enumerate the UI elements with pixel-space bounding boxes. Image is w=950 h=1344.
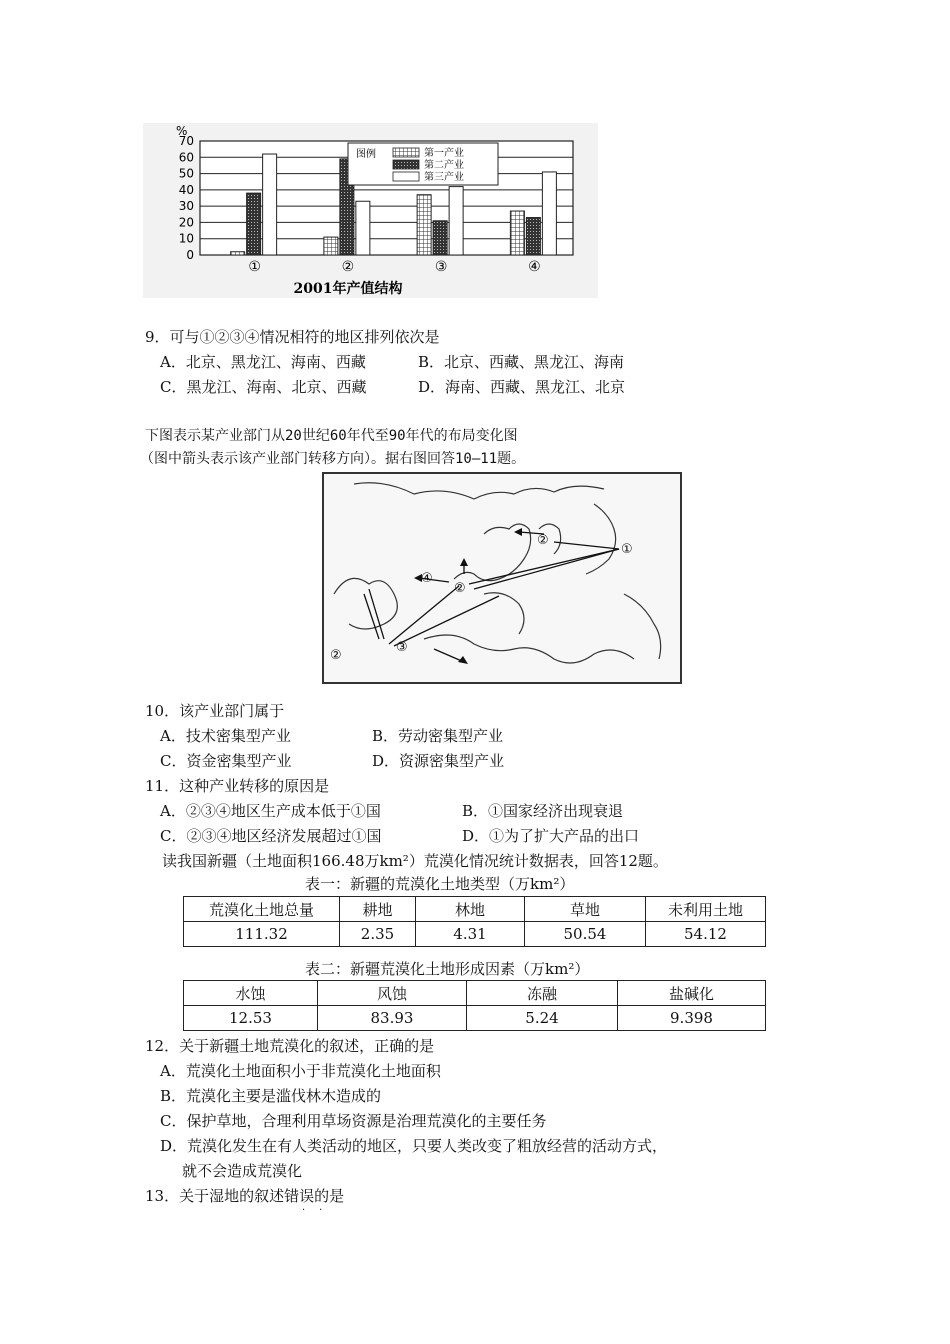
y-tick-label: 40 <box>178 182 194 197</box>
table2-cell: 5.24 <box>467 1006 618 1031</box>
q9-option-c: C．黑龙江、海南、北京、西藏 <box>160 378 367 396</box>
q12-option-c: C．保护草地，合理利用草场资源是治理荒漠化的主要任务 <box>160 1112 547 1130</box>
q12-option-b: B．荒漠化主要是滥伐林木造成的 <box>160 1087 382 1105</box>
map-label-2a: ② <box>537 533 549 548</box>
arrow-to-2b <box>469 549 619 584</box>
bar <box>510 211 524 255</box>
q12-option-a: A．荒漠化土地面积小于非荒漠化土地面积 <box>160 1062 441 1080</box>
table1 <box>183 896 766 947</box>
q11-option-b: B．①国家经济出现衰退 <box>462 802 624 820</box>
bar <box>526 218 540 255</box>
legend-entry: 第一产业 <box>424 148 464 159</box>
q10-option-b: B．劳动密集型产业 <box>372 727 504 745</box>
q11-stem: 11．这种产业转移的原因是 <box>145 777 330 795</box>
category-label: ① <box>248 259 261 275</box>
map-svg <box>324 474 680 682</box>
q10-option-a: A．技术密集型产业 <box>160 727 291 745</box>
q9-stem: 9．可与①②③④情况相符的地区排列依次是 <box>145 328 440 346</box>
q12-stem: 12．关于新疆土地荒漠化的叙述，正确的是 <box>145 1037 435 1055</box>
table2-header: 风蚀 <box>318 981 467 1006</box>
table1-value-row <box>184 922 766 947</box>
arrow-to-3 <box>394 596 499 646</box>
arrow-to-2a <box>554 542 619 549</box>
y-tick-label: 50 <box>178 166 194 181</box>
emphasis-dots: ·· <box>302 1205 337 1216</box>
q12-option-d-line1: D．荒漠化发生在有人类活动的地区，只要人类改变了粗放经营的活动方式， <box>160 1137 668 1155</box>
table2-header: 水蚀 <box>184 981 318 1006</box>
table1-caption: 表一：新疆的荒漠化土地类型（万km²） <box>305 875 575 893</box>
chart-title: 2001年产值结构 <box>293 281 403 297</box>
industry-transfer-map <box>322 472 682 684</box>
coastline-sea <box>334 578 397 629</box>
q13-stem: 13．关于湿地的叙述错误的是 <box>145 1187 345 1205</box>
legend-entry: 第二产业 <box>424 160 464 171</box>
bar <box>356 201 370 255</box>
bar <box>247 193 261 255</box>
legend-swatch <box>393 172 419 181</box>
table2-caption: 表二：新疆荒漠化土地形成因素（万km²） <box>305 960 590 978</box>
coastline-east <box>624 594 661 659</box>
table1-header-row <box>184 897 766 922</box>
table1-header: 耕地 <box>340 897 416 922</box>
y-tick-label: 70 <box>178 134 194 148</box>
y-tick-label: 0 <box>186 248 194 262</box>
table1-header: 未利用土地 <box>646 897 766 922</box>
map-label-4: ④ <box>421 571 433 586</box>
bar <box>417 195 431 255</box>
table2-header-row <box>184 981 766 1006</box>
category-label: ④ <box>528 259 541 275</box>
table1-header: 草地 <box>525 897 646 922</box>
y-tick-label: 60 <box>178 150 194 165</box>
table2 <box>183 980 766 1031</box>
y-tick-label: 30 <box>178 199 194 214</box>
category-label: ③ <box>434 259 448 275</box>
coastline-south <box>484 593 524 634</box>
table1-cell: 4.31 <box>416 922 525 947</box>
arrowhead-up <box>460 558 468 566</box>
q11-option-d: D．①为了扩大产品的出口 <box>462 827 640 845</box>
map-label-2b: ② <box>454 581 466 596</box>
table1-cell: 111.32 <box>184 922 340 947</box>
table2-value-row <box>184 1006 766 1031</box>
category-label: ② <box>341 259 355 275</box>
bar-chart-svg <box>143 123 598 298</box>
q9-option-a: A．北京、黑龙江、海南、西藏 <box>160 353 366 371</box>
bar <box>324 237 338 255</box>
table2-cell: 9.398 <box>618 1006 766 1031</box>
table2-cell: 12.53 <box>184 1006 318 1031</box>
legend-swatch <box>393 148 419 157</box>
table1-header: 荒漠化土地总量 <box>184 897 340 922</box>
map-label-1: ① <box>621 542 633 557</box>
coastline-japan <box>586 504 616 574</box>
table2-header: 盐碱化 <box>618 981 766 1006</box>
bar <box>263 154 277 255</box>
table1-header: 林地 <box>416 897 525 922</box>
q11-option-a: A．②③④地区生产成本低于①国 <box>160 802 381 820</box>
intro-12: 读我国新疆（土地面积166.48万km²）荒漠化情况统计数据表，回答12题。 <box>162 852 668 870</box>
q9-option-b: B．北京、西藏、黑龙江、海南 <box>418 353 625 371</box>
q11-option-c: C．②③④地区经济发展超过①国 <box>160 827 382 845</box>
table1-cell: 2.35 <box>340 922 416 947</box>
q10-stem: 10．该产业部门属于 <box>145 702 285 720</box>
legend-swatch <box>393 160 419 169</box>
table2-header: 冻融 <box>467 981 618 1006</box>
table2-cell: 83.93 <box>318 1006 467 1031</box>
arrow-se <box>434 649 464 662</box>
q10-option-c: C．资金密集型产业 <box>160 752 292 770</box>
map-label-2c: ② <box>330 648 342 663</box>
y-axis-unit: % <box>176 124 188 138</box>
q9-option-d: D．海南、西藏、黑龙江、北京 <box>418 378 626 396</box>
y-tick-label: 20 <box>178 215 194 230</box>
bar <box>542 172 556 255</box>
coastline-north <box>354 483 604 499</box>
table1-cell: 54.12 <box>646 922 766 947</box>
legend-title: 图例 <box>356 149 376 160</box>
intro-10-11-line1: 下图表示某产业部门从20世纪60年代至90年代的布局变化图 <box>145 428 518 444</box>
y-tick-label: 10 <box>178 231 194 246</box>
bar <box>433 221 447 255</box>
map-label-3: ③ <box>396 640 408 655</box>
arrowhead-west <box>514 528 522 536</box>
intro-10-11-line2: （图中箭头表示该产业部门转移方向）。据右图回答10—11题。 <box>140 451 526 467</box>
table1-cell: 50.54 <box>525 922 646 947</box>
legend-entry: 第三产业 <box>424 172 464 183</box>
production-structure-chart <box>143 123 598 298</box>
bar <box>231 252 245 255</box>
q12-option-d-line2: 就不会造成荒漠化 <box>182 1162 303 1180</box>
bar <box>449 187 463 255</box>
q10-option-d: D．资源密集型产业 <box>372 752 505 770</box>
